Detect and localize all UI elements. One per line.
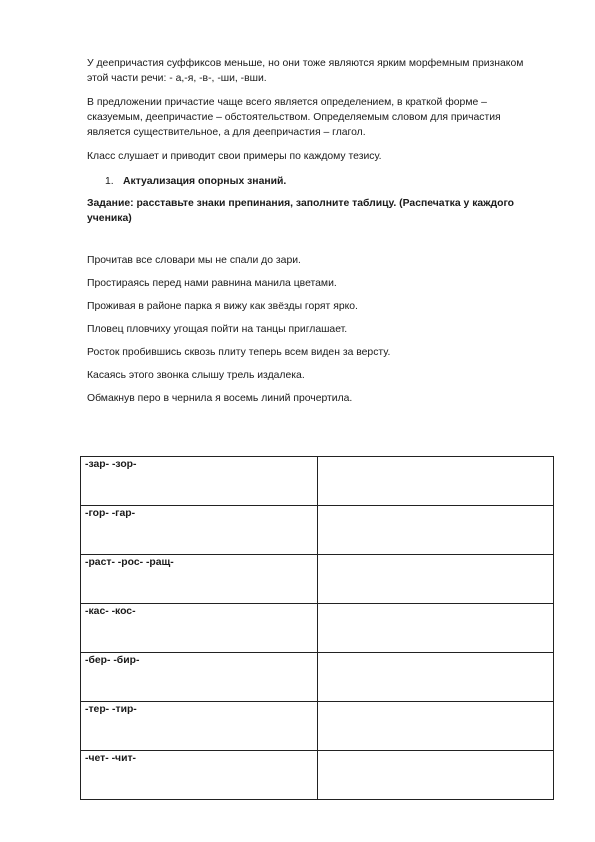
heading-text: Актуализация опорных знаний. xyxy=(123,176,287,187)
heading-number: 1. xyxy=(105,176,114,187)
table-cell-empty xyxy=(318,604,554,653)
table-cell-root: -чет- -чит- xyxy=(81,751,318,800)
table-cell-empty xyxy=(318,702,554,751)
document-body xyxy=(87,56,527,414)
table-cell-empty xyxy=(318,555,554,604)
sentence-list xyxy=(87,253,527,406)
table-row xyxy=(81,604,554,653)
table-row xyxy=(81,555,554,604)
sentence: Обмакнув перо в чернила я восемь линий прочертила. xyxy=(87,393,353,404)
table-cell-empty xyxy=(318,506,554,555)
table-cell-root: -раст- -рос- -ращ- xyxy=(81,555,318,604)
sentence: Простираясь перед нами равнина манила цветами. xyxy=(87,278,337,289)
table-cell-root: -кас- -кос- xyxy=(81,604,318,653)
table-row xyxy=(81,457,554,506)
sentence: Пловец пловчиху угощая пойти на танцы приглашает. xyxy=(87,324,348,335)
paragraph: В предложении причастие чаще всего является определением, в краткой форме – сказуемым, деепричастие – обстоятельством. Определяемым словом для причастия является существительное, а для деепричастия – глагол. xyxy=(87,97,501,138)
table-cell-empty xyxy=(318,457,554,506)
table-cell-empty xyxy=(318,751,554,800)
paragraph: У деепричастия суффиксов меньше, но они тоже являются ярким морфемным признаком этой части речи: - а,-я, -в-, -ши, -вши. xyxy=(87,58,524,84)
table-row xyxy=(81,506,554,555)
task-text: Задание: расставьте знаки препинания, заполните таблицу. (Распечатка у каждого ученика) xyxy=(87,198,515,224)
sentence: Прочитав все словари мы не спали до зари. xyxy=(87,255,301,266)
roots-table xyxy=(80,456,554,800)
sentence: Касаясь этого звонка слышу трель издалека. xyxy=(87,370,305,381)
table-cell-root: -гор- -гар- xyxy=(81,506,318,555)
table-row xyxy=(81,751,554,800)
section-heading xyxy=(87,174,527,189)
table-row xyxy=(81,653,554,702)
paragraph: Класс слушает и приводит свои примеры по каждому тезису. xyxy=(87,151,382,162)
table-cell-root: -зар- -зор- xyxy=(81,457,318,506)
sentence: Росток пробившись сквозь плиту теперь всем виден за версту. xyxy=(87,347,391,358)
table-cell-empty xyxy=(318,653,554,702)
table-row xyxy=(81,702,554,751)
table-cell-root: -бер- -бир- xyxy=(81,653,318,702)
table-cell-root: -тер- -тир- xyxy=(81,702,318,751)
sentence: Проживая в районе парка я вижу как звёзды горят ярко. xyxy=(87,301,358,312)
